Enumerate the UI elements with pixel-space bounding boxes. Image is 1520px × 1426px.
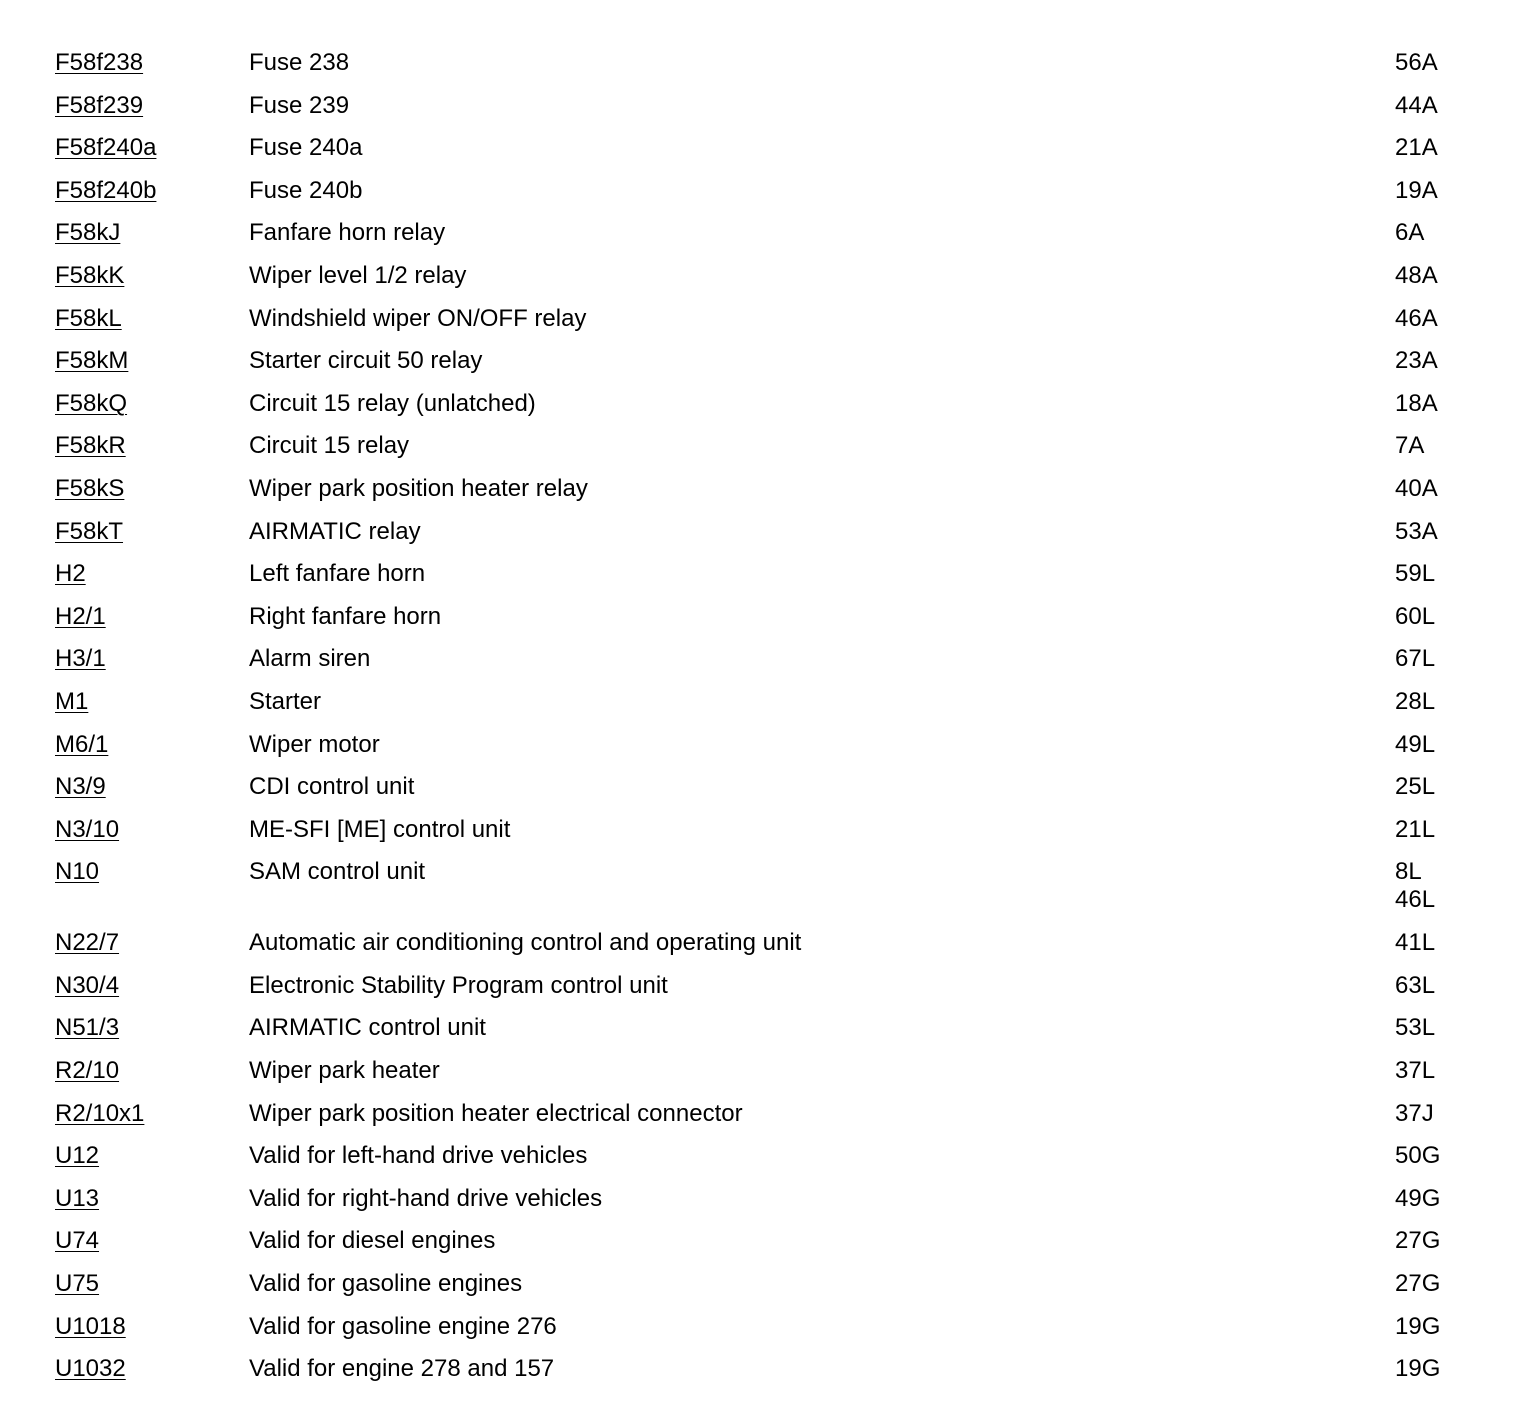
grid-location-value: 28L xyxy=(1395,687,1436,715)
grid-location xyxy=(1395,1310,1455,1341)
component-code-link[interactable]: N3/10 xyxy=(55,815,120,843)
component-code-link[interactable]: F58f238 xyxy=(55,49,144,76)
grid-location-value: 50G xyxy=(1395,1142,1441,1170)
legend-row xyxy=(55,1011,1455,1054)
grid-location-value: 23A xyxy=(1395,347,1438,375)
component-description: Wiper motor xyxy=(249,730,380,758)
legend-row xyxy=(55,387,1455,430)
grid-location xyxy=(1395,685,1455,716)
component-code-link[interactable]: H2 xyxy=(55,560,86,588)
component-code-link[interactable]: U75 xyxy=(55,1270,100,1298)
grid-location-value: 59L xyxy=(1395,560,1436,588)
grid-location xyxy=(1395,969,1455,1000)
grid-location xyxy=(1395,344,1455,375)
grid-location xyxy=(1395,515,1455,546)
legend-row xyxy=(55,472,1455,515)
grid-location-value: 37J xyxy=(1395,1099,1434,1127)
component-code-link[interactable]: F58kR xyxy=(55,432,126,460)
grid-location xyxy=(1395,1267,1455,1298)
component-description: Starter circuit 50 relay xyxy=(249,347,483,375)
legend-row xyxy=(55,515,1455,558)
grid-location-value: 18A xyxy=(1395,389,1438,417)
component-code-link[interactable]: R2/10 xyxy=(55,1057,120,1085)
component-description: Left fanfare horn xyxy=(249,560,426,588)
legend-row xyxy=(55,855,1455,926)
legend-row xyxy=(55,685,1455,728)
grid-location-value: 53A xyxy=(1395,517,1438,545)
grid-location-value: 48A xyxy=(1395,261,1438,289)
component-code-link[interactable]: U1018 xyxy=(55,1312,126,1340)
grid-location-value: 6A xyxy=(1395,219,1425,247)
grid-location-value: 63L xyxy=(1395,971,1436,999)
component-code-link[interactable]: H2/1 xyxy=(55,602,106,630)
grid-location xyxy=(1395,472,1455,503)
component-code-link[interactable]: U1032 xyxy=(55,1355,126,1383)
grid-location xyxy=(1395,600,1455,631)
legend-row xyxy=(55,642,1455,685)
component-description: Starter xyxy=(249,687,322,715)
grid-location-value: 21A xyxy=(1395,134,1438,162)
grid-location-value: 27G xyxy=(1395,1270,1441,1298)
component-code-link[interactable]: M6/1 xyxy=(55,730,109,758)
component-code-link[interactable]: N3/9 xyxy=(55,773,106,801)
component-description: Right fanfare horn xyxy=(249,602,442,630)
component-description: Wiper park position heater electrical connector xyxy=(249,1099,743,1127)
legend-row xyxy=(55,728,1455,771)
component-description: Valid for engine 278 and 157 xyxy=(249,1355,555,1383)
legend-row xyxy=(55,1139,1455,1182)
component-description: Windshield wiper ON/OFF relay xyxy=(249,304,587,332)
legend-row xyxy=(55,344,1455,387)
grid-location-value: 49G xyxy=(1395,1184,1441,1212)
component-description: Circuit 15 relay xyxy=(249,432,410,460)
grid-location-value: 19G xyxy=(1395,1312,1441,1340)
component-code-link[interactable]: M1 xyxy=(55,687,89,715)
legend-row xyxy=(55,969,1455,1012)
grid-location xyxy=(1395,387,1455,418)
component-description: Fuse 240b xyxy=(249,176,363,204)
grid-location-value: 53L xyxy=(1395,1014,1436,1042)
grid-location xyxy=(1395,216,1455,247)
legend-row xyxy=(55,174,1455,217)
component-code-link[interactable]: N51/3 xyxy=(55,1014,120,1042)
grid-location xyxy=(1395,855,1455,914)
component-description: Valid for gasoline engine 276 xyxy=(249,1312,557,1340)
grid-location-value: 7A xyxy=(1395,432,1425,460)
grid-location xyxy=(1395,1182,1455,1213)
grid-location xyxy=(1395,728,1455,759)
grid-location-value: 40A xyxy=(1395,474,1438,502)
component-description: Valid for gasoline engines xyxy=(249,1270,523,1298)
component-code-link[interactable]: U12 xyxy=(55,1142,100,1170)
grid-location xyxy=(1395,1139,1455,1170)
component-code-link[interactable]: F58kL xyxy=(55,304,122,332)
component-code-link[interactable]: N30/4 xyxy=(55,971,120,999)
component-description: Valid for diesel engines xyxy=(249,1227,496,1255)
component-description: SAM control unit xyxy=(249,858,426,886)
component-description: Wiper park heater xyxy=(249,1057,440,1085)
component-legend-table xyxy=(55,46,1455,1395)
grid-location xyxy=(1395,557,1455,588)
grid-location-value: 60L xyxy=(1395,602,1436,630)
grid-location xyxy=(1395,642,1455,673)
legend-row xyxy=(55,1182,1455,1225)
grid-location-value: 19G xyxy=(1395,1355,1441,1383)
legend-row xyxy=(55,216,1455,259)
component-description: Wiper park position heater relay xyxy=(249,474,588,502)
grid-location xyxy=(1395,259,1455,290)
legend-row xyxy=(55,131,1455,174)
grid-location-value: 41L xyxy=(1395,929,1436,957)
component-description: Electronic Stability Program control unit xyxy=(249,971,668,999)
grid-location xyxy=(1395,770,1455,801)
grid-location-value: 19A xyxy=(1395,176,1438,204)
component-code-link[interactable]: F58f240a xyxy=(55,134,157,162)
grid-location xyxy=(1395,813,1455,844)
grid-location-value: 49L xyxy=(1395,730,1436,758)
component-description: CDI control unit xyxy=(249,773,415,801)
legend-row xyxy=(55,429,1455,472)
grid-location xyxy=(1395,302,1455,333)
component-code-link[interactable]: F58kJ xyxy=(55,219,121,247)
legend-row xyxy=(55,89,1455,132)
grid-location xyxy=(1395,131,1455,162)
legend-row xyxy=(55,302,1455,345)
grid-location xyxy=(1395,46,1455,77)
grid-location xyxy=(1395,926,1455,957)
component-description: Valid for left-hand drive vehicles xyxy=(249,1142,588,1170)
component-code-link[interactable]: F58kS xyxy=(55,474,125,502)
component-description: Alarm siren xyxy=(249,645,371,673)
grid-location xyxy=(1395,429,1455,460)
component-code-link[interactable]: F58kQ xyxy=(55,389,128,417)
component-code-link[interactable]: F58kT xyxy=(55,517,124,545)
component-description: Automatic air conditioning control and operating unit xyxy=(249,929,802,957)
component-code-link[interactable]: F58f239 xyxy=(55,91,144,119)
component-code-link[interactable]: U13 xyxy=(55,1184,100,1212)
grid-location-value: 44A xyxy=(1395,91,1438,119)
grid-location-value: 56A xyxy=(1395,49,1438,76)
grid-location xyxy=(1395,89,1455,120)
grid-location-value: 21L xyxy=(1395,815,1436,843)
grid-location-value: 67L xyxy=(1395,645,1436,673)
component-code-link[interactable]: F58f240b xyxy=(55,176,157,204)
grid-location xyxy=(1395,1054,1455,1085)
grid-location-value: 37L xyxy=(1395,1057,1436,1085)
legend-row xyxy=(55,770,1455,813)
legend-row xyxy=(55,259,1455,302)
legend-row xyxy=(55,46,1455,89)
component-description: Wiper level 1/2 relay xyxy=(249,261,467,289)
component-description: AIRMATIC control unit xyxy=(249,1014,486,1042)
component-description: Circuit 15 relay (unlatched) xyxy=(249,389,536,417)
component-description: Fuse 240a xyxy=(249,134,363,162)
component-description: Fuse 238 xyxy=(249,49,350,76)
grid-location-value: 27G xyxy=(1395,1227,1441,1255)
component-description: AIRMATIC relay xyxy=(249,517,421,545)
grid-location xyxy=(1395,1097,1455,1128)
grid-location-value: 46A xyxy=(1395,304,1438,332)
grid-location-value: 25L xyxy=(1395,773,1436,801)
component-code-link[interactable]: H3/1 xyxy=(55,645,106,673)
legend-row xyxy=(55,1054,1455,1097)
grid-location-value: 8L xyxy=(1395,858,1422,886)
legend-row xyxy=(55,1352,1455,1395)
component-code-link[interactable]: F58kK xyxy=(55,261,125,289)
component-description: ME-SFI [ME] control unit xyxy=(249,815,511,843)
component-description: Fuse 239 xyxy=(249,91,350,119)
component-code-link[interactable]: N10 xyxy=(55,858,100,886)
legend-row xyxy=(55,1097,1455,1140)
legend-row xyxy=(55,600,1455,643)
grid-location xyxy=(1395,1224,1455,1255)
grid-location xyxy=(1395,174,1455,205)
legend-row xyxy=(55,557,1455,600)
component-code-link[interactable]: U74 xyxy=(55,1227,100,1255)
legend-row xyxy=(55,1310,1455,1353)
legend-row xyxy=(55,1224,1455,1267)
grid-location-value: 46L xyxy=(1395,886,1436,914)
legend-row xyxy=(55,813,1455,856)
component-code-link[interactable]: N22/7 xyxy=(55,929,120,957)
grid-location xyxy=(1395,1352,1455,1383)
component-description: Valid for right-hand drive vehicles xyxy=(249,1184,603,1212)
component-description: Fanfare horn relay xyxy=(249,219,446,247)
legend-row xyxy=(55,926,1455,969)
component-code-link[interactable]: F58kM xyxy=(55,347,129,375)
legend-row xyxy=(55,1267,1455,1310)
component-code-link[interactable]: R2/10x1 xyxy=(55,1099,145,1127)
grid-location xyxy=(1395,1011,1455,1042)
